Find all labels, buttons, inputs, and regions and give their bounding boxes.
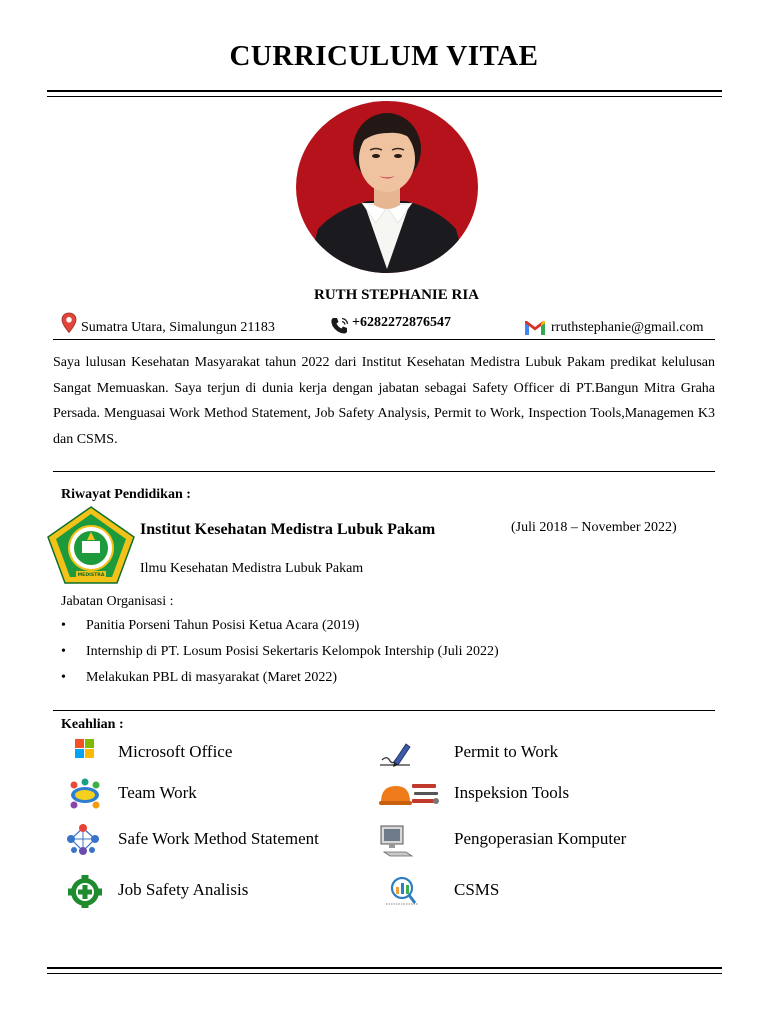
network-people-icon xyxy=(64,822,102,856)
skill-label: Permit to Work xyxy=(454,742,559,761)
title-divider xyxy=(47,90,722,97)
summary-divider xyxy=(53,471,715,472)
skill-label: Pengoperasian Komputer xyxy=(454,829,627,848)
contact-divider xyxy=(53,339,715,340)
profile-photo xyxy=(296,101,478,273)
education-period: (Juli 2018 – November 2022) xyxy=(511,520,677,535)
email-address[interactable]: rruthstephanie@gmail.com xyxy=(551,320,704,335)
skill-label: Microsoft Office xyxy=(118,742,233,761)
safety-cross-gear-icon xyxy=(66,874,104,908)
profile-summary: Saya lulusan Kesehatan Masyarakat tahun 2022 dari Institut Kesehatan Medistra Lubuk Pakam predikat kelulusan Sangat Memuaskan. Saya terjun di dunia kerja dengan jabatan sebagai Safety Officer di PT.Bangun Mitra Graha Persada. Menguasai Work Method Statement, Job Safety Analysis, Permit to Work, Inspection Tools,Managemen K3 dan CSMS. xyxy=(53,355,715,447)
education-heading: Riwayat Pendidikan : xyxy=(61,487,191,502)
school-name: Institut Kesehatan Medistra Lubuk Pakam xyxy=(140,521,436,538)
education-divider xyxy=(53,710,715,711)
organization-heading: Jabatan Organisasi : xyxy=(61,594,174,609)
school-logo-text: MEDISTRA xyxy=(77,573,105,578)
candidate-name: RUTH STEPHANIE RIA xyxy=(313,287,480,303)
school-logo xyxy=(46,505,136,585)
organization-list xyxy=(61,615,499,693)
list-item: • Melakukan PBL di masyarakat (Maret 2022) xyxy=(61,667,499,693)
page-title: CURRICULUM VITAE xyxy=(229,40,539,72)
skill-label: CSMS xyxy=(454,880,500,899)
teamwork-icon xyxy=(66,776,104,810)
gmail-icon xyxy=(524,320,546,336)
location-pin-icon xyxy=(61,312,77,334)
skill-label: Inspeksion Tools xyxy=(454,783,570,802)
list-item: • Panitia Porseni Tahun Posisi Ketua Acara (2019) xyxy=(61,615,499,641)
skill-label: Job Safety Analisis xyxy=(118,880,249,899)
skill-label: Team Work xyxy=(118,783,197,802)
computer-icon xyxy=(378,824,416,858)
faculty-name: Ilmu Kesehatan Medistra Lubuk Pakam xyxy=(140,561,364,576)
footer-divider xyxy=(47,967,722,974)
address-text: Sumatra Utara, Simalungun 21183 xyxy=(81,320,275,335)
skill-label: Safe Work Method Statement xyxy=(118,829,319,848)
phone-icon xyxy=(330,316,350,335)
phone-number[interactable]: +6282272876547 xyxy=(352,315,451,330)
microsoft-office-icon xyxy=(70,734,108,768)
pen-signing-icon xyxy=(376,738,414,772)
list-item: • Internship di PT. Losum Posisi Sekertaris Kelompok Intership (Juli 2022) xyxy=(61,641,499,667)
analytics-magnifier-icon xyxy=(382,874,420,908)
skills-heading: Keahlian : xyxy=(61,717,124,732)
tools-helmet-icon xyxy=(378,778,442,812)
